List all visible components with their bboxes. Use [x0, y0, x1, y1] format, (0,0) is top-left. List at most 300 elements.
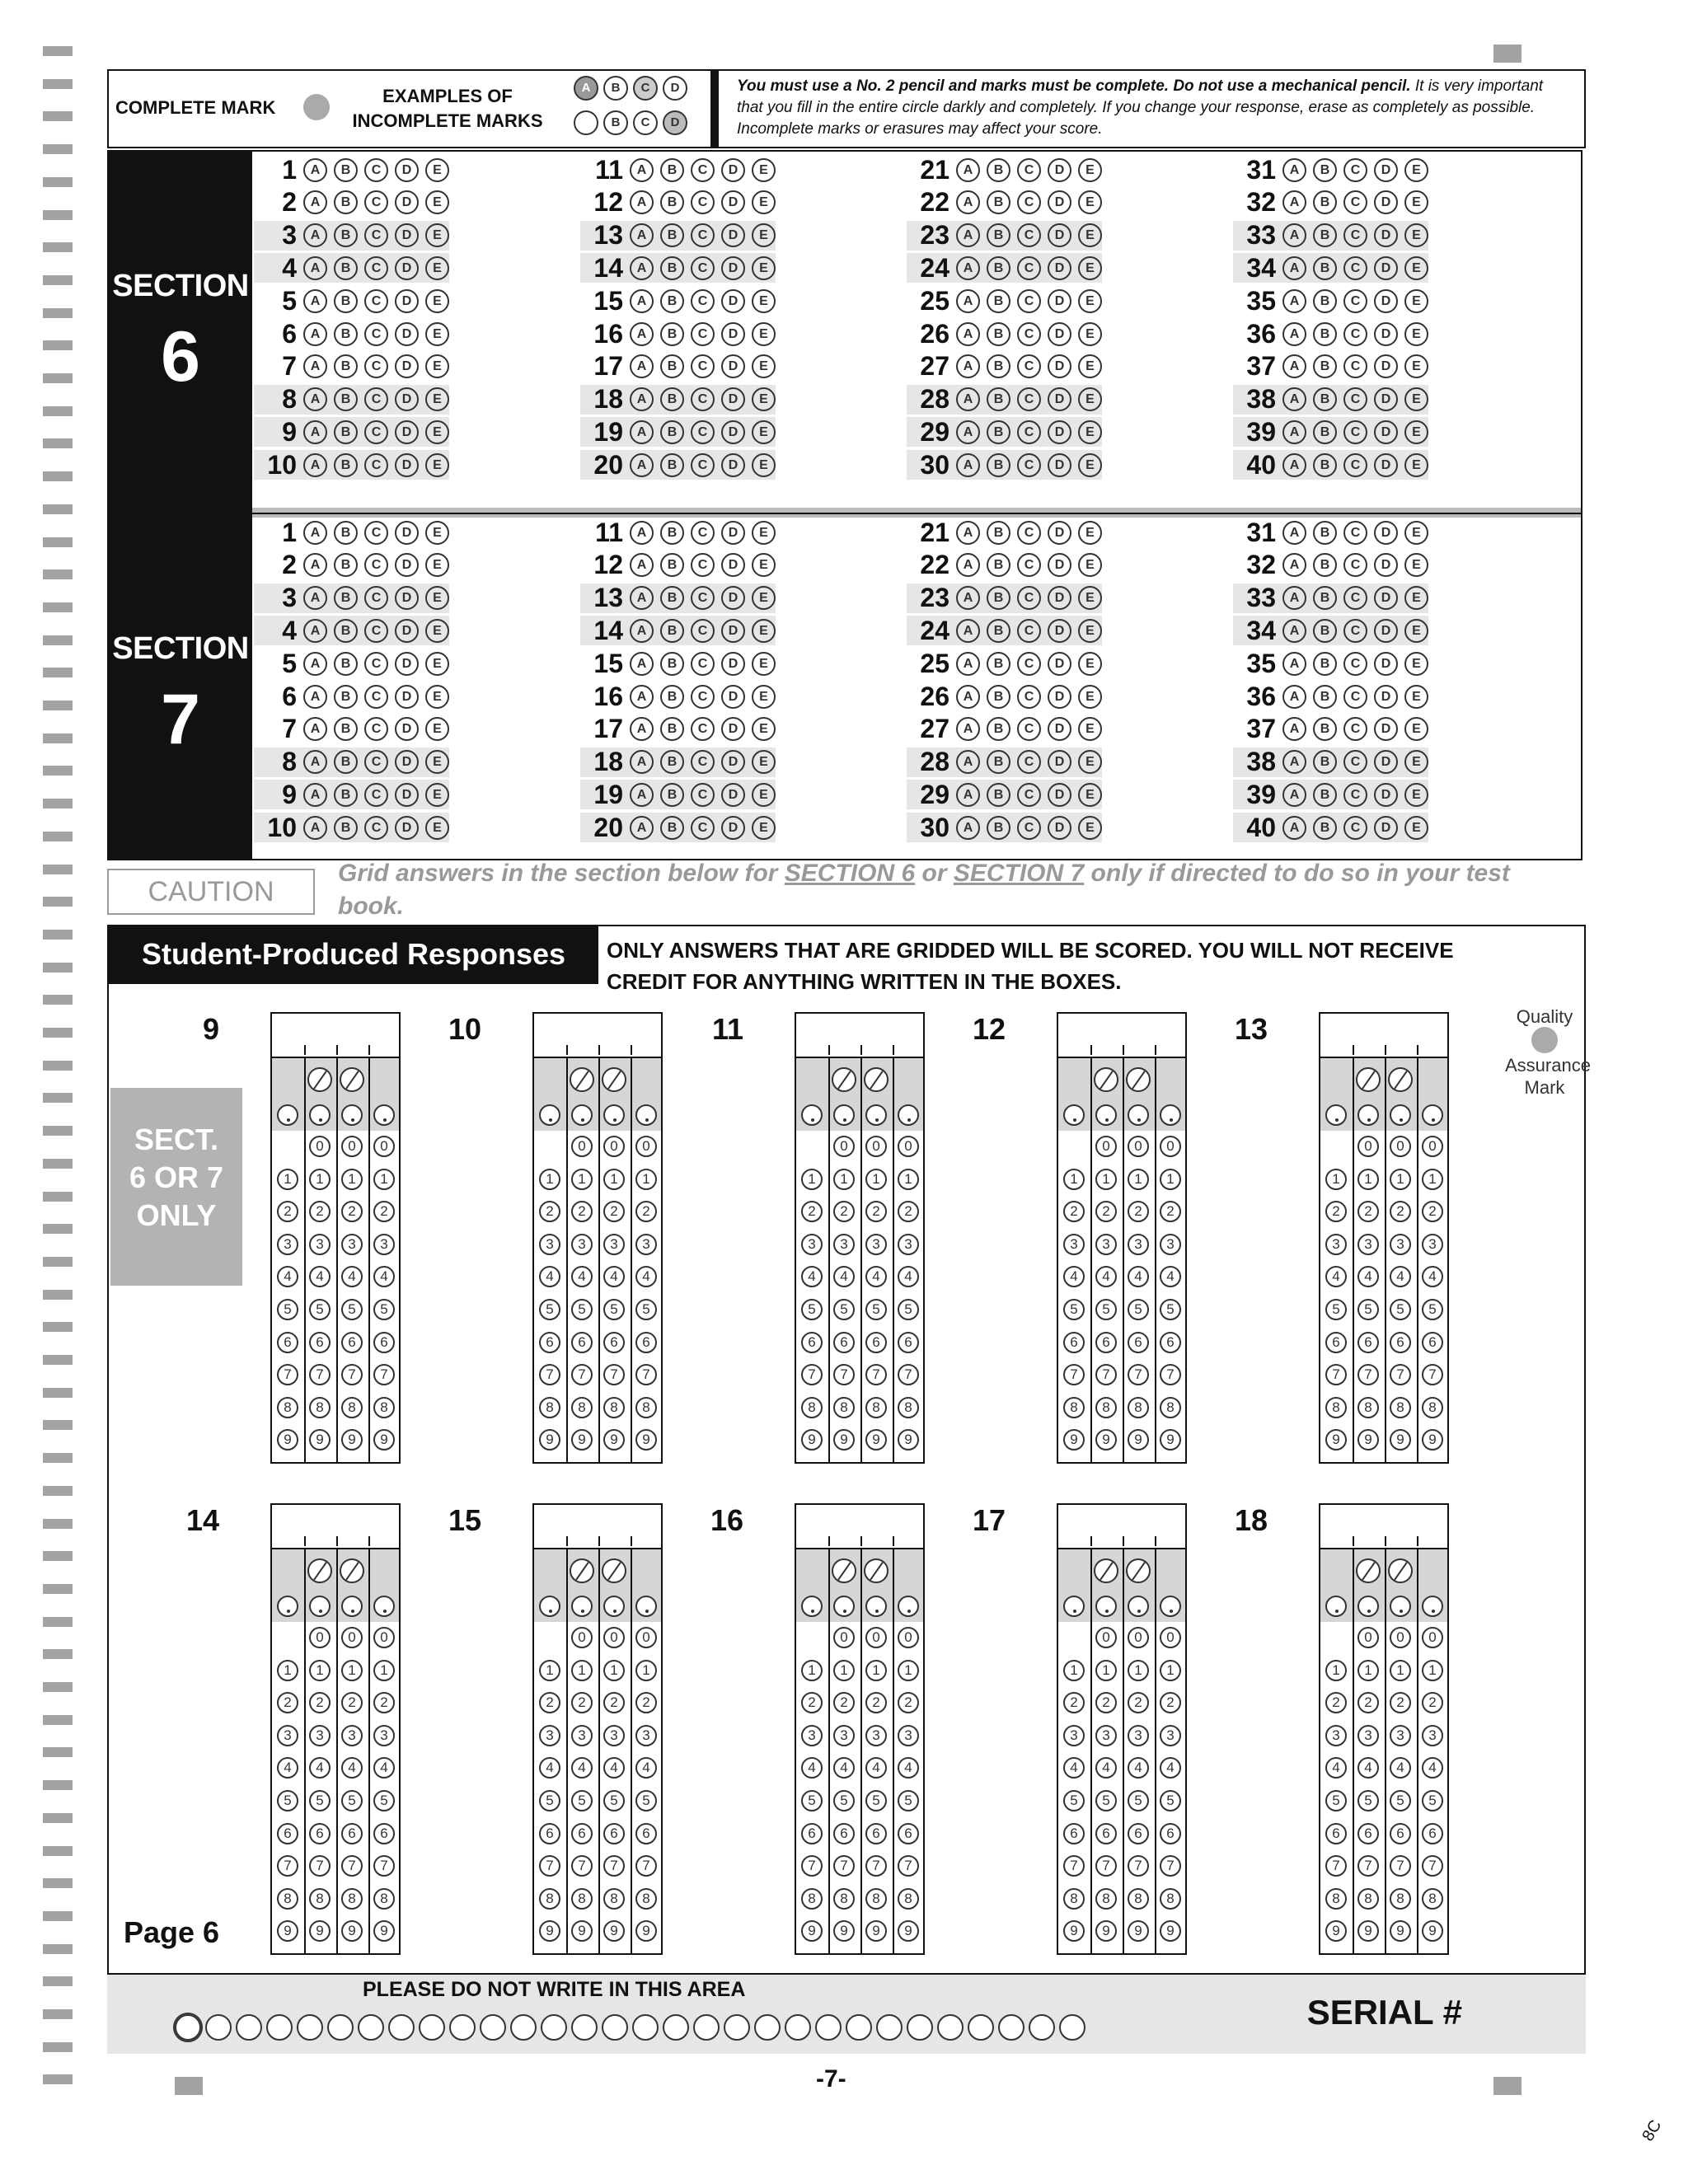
digit-bubble[interactable]: 3 [1063, 1234, 1085, 1255]
answer-bubble-d[interactable]: D [721, 289, 745, 313]
answer-bubble-e[interactable]: E [1078, 256, 1102, 280]
answer-bubble-a[interactable]: A [956, 387, 980, 411]
digit-bubble[interactable]: 7 [1357, 1364, 1379, 1385]
answer-bubble-c[interactable]: C [1343, 223, 1367, 247]
digit-bubble[interactable]: 5 [341, 1790, 363, 1811]
answer-bubble-b[interactable]: B [334, 586, 358, 610]
answer-bubble-d[interactable]: D [1048, 289, 1071, 313]
answer-bubble-d[interactable]: D [721, 420, 745, 444]
digit-bubble[interactable]: 0 [1160, 1136, 1181, 1157]
answer-bubble-c[interactable]: C [1017, 158, 1041, 182]
digit-bubble[interactable]: 9 [865, 1920, 887, 1942]
digit-bubble[interactable]: 5 [1357, 1790, 1379, 1811]
answer-bubble-e[interactable]: E [1078, 783, 1102, 807]
answer-bubble-d[interactable]: D [721, 685, 745, 709]
digit-bubble[interactable]: 4 [833, 1757, 855, 1779]
digit-bubble[interactable]: 8 [277, 1397, 298, 1418]
answer-bubble-d[interactable]: D [1048, 783, 1071, 807]
digit-bubble[interactable]: 4 [865, 1266, 887, 1287]
answer-bubble-c[interactable]: C [1017, 750, 1041, 774]
answer-bubble-e[interactable]: E [1404, 619, 1428, 643]
answer-write-boxes[interactable] [796, 1505, 923, 1549]
answer-bubble-e[interactable]: E [752, 190, 776, 214]
digit-bubble[interactable]: 6 [1095, 1823, 1117, 1844]
digit-bubble[interactable]: 3 [539, 1725, 560, 1746]
answer-bubble-c[interactable]: C [1017, 420, 1041, 444]
decimal-point-bubble[interactable] [1160, 1596, 1181, 1617]
digit-bubble[interactable]: 7 [1357, 1855, 1379, 1877]
answer-bubble-c[interactable]: C [691, 619, 715, 643]
digit-bubble[interactable]: 3 [1357, 1725, 1379, 1746]
digit-bubble[interactable]: 9 [1325, 1429, 1347, 1451]
answer-bubble-c[interactable]: C [1017, 453, 1041, 477]
answer-bubble-a[interactable]: A [956, 158, 980, 182]
answer-bubble-d[interactable]: D [1374, 158, 1398, 182]
digit-bubble[interactable]: 3 [603, 1725, 625, 1746]
digit-bubble[interactable]: 4 [1095, 1266, 1117, 1287]
answer-bubble-a[interactable]: A [303, 158, 327, 182]
digit-bubble[interactable]: 5 [1063, 1299, 1085, 1320]
digit-bubble[interactable]: 2 [635, 1201, 657, 1222]
digit-bubble[interactable]: 7 [898, 1855, 919, 1877]
digit-bubble[interactable]: 8 [373, 1397, 395, 1418]
digit-bubble[interactable]: 5 [341, 1299, 363, 1320]
digit-bubble[interactable]: 0 [309, 1136, 331, 1157]
answer-bubble-e[interactable]: E [1404, 322, 1428, 346]
digit-bubble[interactable]: 2 [1325, 1692, 1347, 1713]
digit-bubble[interactable]: 3 [1422, 1725, 1443, 1746]
digit-bubble[interactable]: 2 [1128, 1201, 1149, 1222]
answer-bubble-e[interactable]: E [1078, 553, 1102, 577]
answer-bubble-c[interactable]: C [1017, 816, 1041, 840]
answer-bubble-c[interactable]: C [691, 521, 715, 545]
fraction-slash-bubble[interactable] [1094, 1558, 1118, 1583]
answer-bubble-d[interactable]: D [721, 717, 745, 741]
answer-bubble-d[interactable]: D [395, 717, 419, 741]
digit-bubble[interactable]: 6 [373, 1823, 395, 1844]
digit-bubble[interactable]: 0 [603, 1136, 625, 1157]
digit-bubble[interactable]: 2 [1095, 1692, 1117, 1713]
answer-bubble-e[interactable]: E [1404, 553, 1428, 577]
digit-bubble[interactable]: 7 [277, 1855, 298, 1877]
decimal-point-bubble[interactable] [865, 1596, 887, 1617]
answer-bubble-b[interactable]: B [987, 553, 1010, 577]
answer-bubble-d[interactable]: D [721, 750, 745, 774]
answer-bubble-a[interactable]: A [630, 453, 654, 477]
digit-bubble[interactable]: 9 [898, 1920, 919, 1942]
digit-bubble[interactable]: 0 [1160, 1627, 1181, 1648]
digit-bubble[interactable]: 9 [341, 1429, 363, 1451]
answer-bubble-e[interactable]: E [425, 387, 449, 411]
answer-bubble-c[interactable]: C [364, 750, 388, 774]
answer-bubble-d[interactable]: D [1374, 256, 1398, 280]
answer-bubble-d[interactable]: D [1374, 420, 1398, 444]
answer-bubble-a[interactable]: A [303, 652, 327, 676]
answer-bubble-e[interactable]: E [752, 387, 776, 411]
digit-bubble[interactable]: 1 [539, 1660, 560, 1681]
digit-bubble[interactable]: 1 [341, 1169, 363, 1190]
digit-bubble[interactable]: 3 [373, 1725, 395, 1746]
answer-bubble-e[interactable]: E [425, 717, 449, 741]
answer-bubble-d[interactable]: D [1048, 453, 1071, 477]
digit-bubble[interactable]: 6 [1128, 1332, 1149, 1353]
answer-bubble-a[interactable]: A [303, 521, 327, 545]
digit-bubble[interactable]: 2 [1422, 1201, 1443, 1222]
answer-bubble-b[interactable]: B [1313, 717, 1337, 741]
answer-bubble-c[interactable]: C [1017, 783, 1041, 807]
digit-bubble[interactable]: 8 [1390, 1888, 1411, 1910]
answer-bubble-b[interactable]: B [1313, 354, 1337, 378]
answer-bubble-b[interactable]: B [334, 322, 358, 346]
digit-bubble[interactable]: 6 [1160, 1823, 1181, 1844]
digit-bubble[interactable]: 2 [833, 1692, 855, 1713]
answer-bubble-e[interactable]: E [425, 619, 449, 643]
digit-bubble[interactable]: 4 [603, 1266, 625, 1287]
answer-bubble-e[interactable]: E [752, 256, 776, 280]
fraction-slash-bubble[interactable] [1356, 1558, 1381, 1583]
digit-bubble[interactable]: 9 [309, 1920, 331, 1942]
answer-bubble-e[interactable]: E [425, 783, 449, 807]
digit-bubble[interactable]: 3 [635, 1234, 657, 1255]
answer-write-boxes[interactable] [1320, 1014, 1447, 1058]
digit-bubble[interactable]: 9 [833, 1429, 855, 1451]
answer-bubble-a[interactable]: A [303, 322, 327, 346]
digit-bubble[interactable]: 8 [833, 1397, 855, 1418]
answer-bubble-e[interactable]: E [1404, 158, 1428, 182]
digit-bubble[interactable]: 6 [1325, 1823, 1347, 1844]
answer-bubble-d[interactable]: D [1374, 586, 1398, 610]
answer-bubble-a[interactable]: A [630, 816, 654, 840]
decimal-point-bubble[interactable] [1390, 1596, 1411, 1617]
digit-bubble[interactable]: 7 [603, 1364, 625, 1385]
digit-bubble[interactable]: 3 [277, 1725, 298, 1746]
digit-bubble[interactable]: 3 [801, 1234, 823, 1255]
digit-bubble[interactable]: 1 [898, 1660, 919, 1681]
digit-bubble[interactable]: 4 [635, 1757, 657, 1779]
answer-bubble-a[interactable]: A [1282, 553, 1306, 577]
digit-bubble[interactable]: 4 [1357, 1757, 1379, 1779]
answer-bubble-b[interactable]: B [334, 223, 358, 247]
digit-bubble[interactable]: 7 [1128, 1364, 1149, 1385]
answer-bubble-b[interactable]: B [660, 750, 684, 774]
answer-bubble-a[interactable]: A [956, 521, 980, 545]
digit-bubble[interactable]: 5 [571, 1299, 593, 1320]
answer-bubble-c[interactable]: C [1343, 354, 1367, 378]
digit-bubble[interactable]: 4 [309, 1266, 331, 1287]
answer-bubble-c[interactable]: C [364, 322, 388, 346]
digit-bubble[interactable]: 9 [373, 1920, 395, 1942]
answer-bubble-d[interactable]: D [395, 816, 419, 840]
answer-bubble-d[interactable]: D [395, 453, 419, 477]
answer-bubble-b[interactable]: B [1313, 750, 1337, 774]
answer-bubble-b[interactable]: B [987, 387, 1010, 411]
answer-bubble-a[interactable]: A [630, 586, 654, 610]
answer-bubble-a[interactable]: A [956, 553, 980, 577]
digit-bubble[interactable]: 1 [603, 1660, 625, 1681]
digit-bubble[interactable]: 9 [1128, 1920, 1149, 1942]
digit-bubble[interactable]: 3 [373, 1234, 395, 1255]
digit-bubble[interactable]: 3 [1063, 1725, 1085, 1746]
digit-bubble[interactable]: 1 [1357, 1660, 1379, 1681]
answer-bubble-b[interactable]: B [334, 619, 358, 643]
answer-bubble-e[interactable]: E [1078, 190, 1102, 214]
fraction-slash-bubble[interactable] [1126, 1558, 1151, 1583]
answer-bubble-a[interactable]: A [956, 453, 980, 477]
answer-bubble-d[interactable]: D [1048, 652, 1071, 676]
answer-bubble-c[interactable]: C [691, 453, 715, 477]
answer-bubble-e[interactable]: E [1078, 750, 1102, 774]
answer-bubble-d[interactable]: D [1374, 816, 1398, 840]
decimal-point-bubble[interactable] [801, 1104, 823, 1126]
answer-bubble-d[interactable]: D [1374, 322, 1398, 346]
digit-bubble[interactable]: 3 [865, 1725, 887, 1746]
digit-bubble[interactable]: 4 [539, 1757, 560, 1779]
answer-bubble-b[interactable]: B [1313, 619, 1337, 643]
answer-bubble-a[interactable]: A [1282, 420, 1306, 444]
digit-bubble[interactable]: 8 [1160, 1397, 1181, 1418]
digit-bubble[interactable]: 8 [1357, 1397, 1379, 1418]
digit-bubble[interactable]: 7 [801, 1364, 823, 1385]
digit-bubble[interactable]: 6 [571, 1332, 593, 1353]
digit-bubble[interactable]: 1 [1095, 1660, 1117, 1681]
answer-bubble-d[interactable]: D [721, 190, 745, 214]
answer-bubble-c[interactable]: C [1017, 521, 1041, 545]
digit-bubble[interactable]: 8 [603, 1397, 625, 1418]
decimal-point-bubble[interactable] [571, 1104, 593, 1126]
answer-bubble-a[interactable]: A [303, 685, 327, 709]
digit-bubble[interactable]: 2 [309, 1692, 331, 1713]
digit-bubble[interactable]: 0 [309, 1627, 331, 1648]
answer-bubble-c[interactable]: C [364, 453, 388, 477]
answer-bubble-a[interactable]: A [303, 783, 327, 807]
answer-bubble-b[interactable]: B [334, 387, 358, 411]
answer-bubble-b[interactable]: B [660, 619, 684, 643]
digit-bubble[interactable]: 6 [539, 1332, 560, 1353]
answer-bubble-a[interactable]: A [956, 223, 980, 247]
digit-bubble[interactable]: 4 [603, 1757, 625, 1779]
digit-bubble[interactable]: 6 [1063, 1823, 1085, 1844]
answer-bubble-d[interactable]: D [1374, 717, 1398, 741]
answer-bubble-d[interactable]: D [721, 354, 745, 378]
digit-bubble[interactable]: 8 [1128, 1888, 1149, 1910]
fraction-slash-bubble[interactable] [307, 1558, 332, 1583]
answer-bubble-d[interactable]: D [1374, 190, 1398, 214]
digit-bubble[interactable]: 3 [865, 1234, 887, 1255]
digit-bubble[interactable]: 0 [1095, 1627, 1117, 1648]
answer-bubble-c[interactable]: C [364, 521, 388, 545]
answer-bubble-a[interactable]: A [1282, 717, 1306, 741]
answer-bubble-a[interactable]: A [1282, 521, 1306, 545]
digit-bubble[interactable]: 9 [603, 1920, 625, 1942]
digit-bubble[interactable]: 1 [1160, 1660, 1181, 1681]
decimal-point-bubble[interactable] [277, 1596, 298, 1617]
answer-bubble-e[interactable]: E [1078, 652, 1102, 676]
digit-bubble[interactable]: 8 [865, 1888, 887, 1910]
digit-bubble[interactable]: 8 [309, 1397, 331, 1418]
decimal-point-bubble[interactable] [571, 1596, 593, 1617]
answer-write-boxes[interactable] [534, 1014, 661, 1058]
digit-bubble[interactable]: 9 [1095, 1920, 1117, 1942]
digit-bubble[interactable]: 0 [1128, 1136, 1149, 1157]
decimal-point-bubble[interactable] [1422, 1104, 1443, 1126]
answer-bubble-e[interactable]: E [1404, 521, 1428, 545]
answer-bubble-e[interactable]: E [1404, 387, 1428, 411]
answer-bubble-d[interactable]: D [1048, 322, 1071, 346]
answer-bubble-d[interactable]: D [1048, 223, 1071, 247]
answer-bubble-a[interactable]: A [630, 717, 654, 741]
answer-bubble-d[interactable]: D [1048, 256, 1071, 280]
digit-bubble[interactable]: 4 [801, 1757, 823, 1779]
answer-bubble-a[interactable]: A [630, 652, 654, 676]
answer-bubble-c[interactable]: C [691, 289, 715, 313]
answer-bubble-a[interactable]: A [630, 387, 654, 411]
digit-bubble[interactable]: 6 [1357, 1332, 1379, 1353]
digit-bubble[interactable]: 3 [898, 1725, 919, 1746]
answer-bubble-d[interactable]: D [1374, 354, 1398, 378]
answer-bubble-c[interactable]: C [1017, 289, 1041, 313]
answer-bubble-e[interactable]: E [425, 289, 449, 313]
answer-bubble-c[interactable]: C [1343, 158, 1367, 182]
digit-bubble[interactable]: 3 [277, 1234, 298, 1255]
digit-bubble[interactable]: 2 [1095, 1201, 1117, 1222]
answer-bubble-d[interactable]: D [1374, 652, 1398, 676]
answer-bubble-e[interactable]: E [1078, 420, 1102, 444]
digit-bubble[interactable]: 7 [1160, 1364, 1181, 1385]
answer-bubble-c[interactable]: C [691, 387, 715, 411]
digit-bubble[interactable]: 9 [898, 1429, 919, 1451]
digit-bubble[interactable]: 2 [571, 1201, 593, 1222]
digit-bubble[interactable]: 3 [1095, 1725, 1117, 1746]
answer-bubble-d[interactable]: D [1048, 158, 1071, 182]
decimal-point-bubble[interactable] [1325, 1104, 1347, 1126]
answer-bubble-a[interactable]: A [956, 289, 980, 313]
decimal-point-bubble[interactable] [1357, 1104, 1379, 1126]
answer-bubble-b[interactable]: B [1313, 190, 1337, 214]
answer-bubble-b[interactable]: B [987, 783, 1010, 807]
digit-bubble[interactable]: 2 [277, 1201, 298, 1222]
answer-bubble-a[interactable]: A [1282, 619, 1306, 643]
answer-bubble-b[interactable]: B [1313, 223, 1337, 247]
answer-bubble-a[interactable]: A [956, 586, 980, 610]
digit-bubble[interactable]: 4 [373, 1266, 395, 1287]
answer-bubble-c[interactable]: C [691, 750, 715, 774]
digit-bubble[interactable]: 3 [309, 1234, 331, 1255]
answer-bubble-a[interactable]: A [630, 322, 654, 346]
answer-bubble-d[interactable]: D [395, 158, 419, 182]
answer-bubble-b[interactable]: B [987, 190, 1010, 214]
digit-bubble[interactable]: 6 [277, 1823, 298, 1844]
digit-bubble[interactable]: 2 [539, 1692, 560, 1713]
digit-bubble[interactable]: 8 [571, 1397, 593, 1418]
digit-bubble[interactable]: 7 [341, 1855, 363, 1877]
digit-bubble[interactable]: 3 [341, 1725, 363, 1746]
digit-bubble[interactable]: 6 [309, 1332, 331, 1353]
digit-bubble[interactable]: 4 [1160, 1757, 1181, 1779]
answer-bubble-d[interactable]: D [395, 783, 419, 807]
decimal-point-bubble[interactable] [1063, 1104, 1085, 1126]
digit-bubble[interactable]: 6 [1422, 1823, 1443, 1844]
digit-bubble[interactable]: 8 [801, 1888, 823, 1910]
digit-bubble[interactable]: 3 [571, 1234, 593, 1255]
answer-bubble-e[interactable]: E [752, 158, 776, 182]
digit-bubble[interactable]: 0 [1390, 1627, 1411, 1648]
decimal-point-bubble[interactable] [1325, 1596, 1347, 1617]
digit-bubble[interactable]: 0 [373, 1627, 395, 1648]
fraction-slash-bubble[interactable] [864, 1067, 889, 1092]
decimal-point-bubble[interactable] [341, 1104, 363, 1126]
answer-bubble-e[interactable]: E [752, 289, 776, 313]
answer-bubble-a[interactable]: A [1282, 354, 1306, 378]
digit-bubble[interactable]: 7 [833, 1855, 855, 1877]
digit-bubble[interactable]: 1 [1325, 1169, 1347, 1190]
answer-bubble-b[interactable]: B [1313, 420, 1337, 444]
digit-bubble[interactable]: 4 [801, 1266, 823, 1287]
answer-bubble-c[interactable]: C [1343, 586, 1367, 610]
answer-bubble-e[interactable]: E [1404, 420, 1428, 444]
answer-bubble-c[interactable]: C [1017, 619, 1041, 643]
digit-bubble[interactable]: 1 [1325, 1660, 1347, 1681]
digit-bubble[interactable]: 4 [309, 1757, 331, 1779]
digit-bubble[interactable]: 9 [539, 1920, 560, 1942]
digit-bubble[interactable]: 4 [898, 1266, 919, 1287]
answer-bubble-c[interactable]: C [1017, 553, 1041, 577]
answer-bubble-b[interactable]: B [987, 652, 1010, 676]
digit-bubble[interactable]: 9 [603, 1429, 625, 1451]
answer-bubble-d[interactable]: D [395, 619, 419, 643]
digit-bubble[interactable]: 5 [1160, 1790, 1181, 1811]
answer-bubble-d[interactable]: D [395, 553, 419, 577]
answer-bubble-e[interactable]: E [752, 521, 776, 545]
digit-bubble[interactable]: 8 [1128, 1397, 1149, 1418]
digit-bubble[interactable]: 1 [635, 1169, 657, 1190]
answer-bubble-c[interactable]: C [1343, 387, 1367, 411]
decimal-point-bubble[interactable] [865, 1104, 887, 1126]
answer-bubble-b[interactable]: B [334, 289, 358, 313]
answer-bubble-b[interactable]: B [660, 685, 684, 709]
answer-bubble-e[interactable]: E [425, 158, 449, 182]
answer-bubble-b[interactable]: B [660, 453, 684, 477]
digit-bubble[interactable]: 5 [277, 1299, 298, 1320]
digit-bubble[interactable]: 8 [341, 1888, 363, 1910]
answer-bubble-e[interactable]: E [752, 586, 776, 610]
digit-bubble[interactable]: 4 [1128, 1266, 1149, 1287]
answer-bubble-a[interactable]: A [630, 158, 654, 182]
digit-bubble[interactable]: 7 [309, 1364, 331, 1385]
digit-bubble[interactable]: 5 [801, 1299, 823, 1320]
digit-bubble[interactable]: 3 [1357, 1234, 1379, 1255]
answer-bubble-e[interactable]: E [425, 685, 449, 709]
answer-bubble-b[interactable]: B [987, 256, 1010, 280]
decimal-point-bubble[interactable] [1128, 1104, 1149, 1126]
digit-bubble[interactable]: 7 [635, 1855, 657, 1877]
answer-write-boxes[interactable] [272, 1014, 399, 1058]
answer-bubble-d[interactable]: D [1048, 553, 1071, 577]
answer-bubble-e[interactable]: E [1404, 289, 1428, 313]
digit-bubble[interactable]: 8 [865, 1397, 887, 1418]
digit-bubble[interactable]: 7 [309, 1855, 331, 1877]
digit-bubble[interactable]: 7 [898, 1364, 919, 1385]
answer-bubble-e[interactable]: E [425, 750, 449, 774]
digit-bubble[interactable]: 9 [1128, 1429, 1149, 1451]
decimal-point-bubble[interactable] [1063, 1596, 1085, 1617]
answer-bubble-c[interactable]: C [364, 289, 388, 313]
digit-bubble[interactable]: 5 [1160, 1299, 1181, 1320]
digit-bubble[interactable]: 8 [1357, 1888, 1379, 1910]
decimal-point-bubble[interactable] [1357, 1596, 1379, 1617]
answer-bubble-e[interactable]: E [1078, 453, 1102, 477]
answer-bubble-a[interactable]: A [956, 685, 980, 709]
digit-bubble[interactable]: 1 [373, 1660, 395, 1681]
